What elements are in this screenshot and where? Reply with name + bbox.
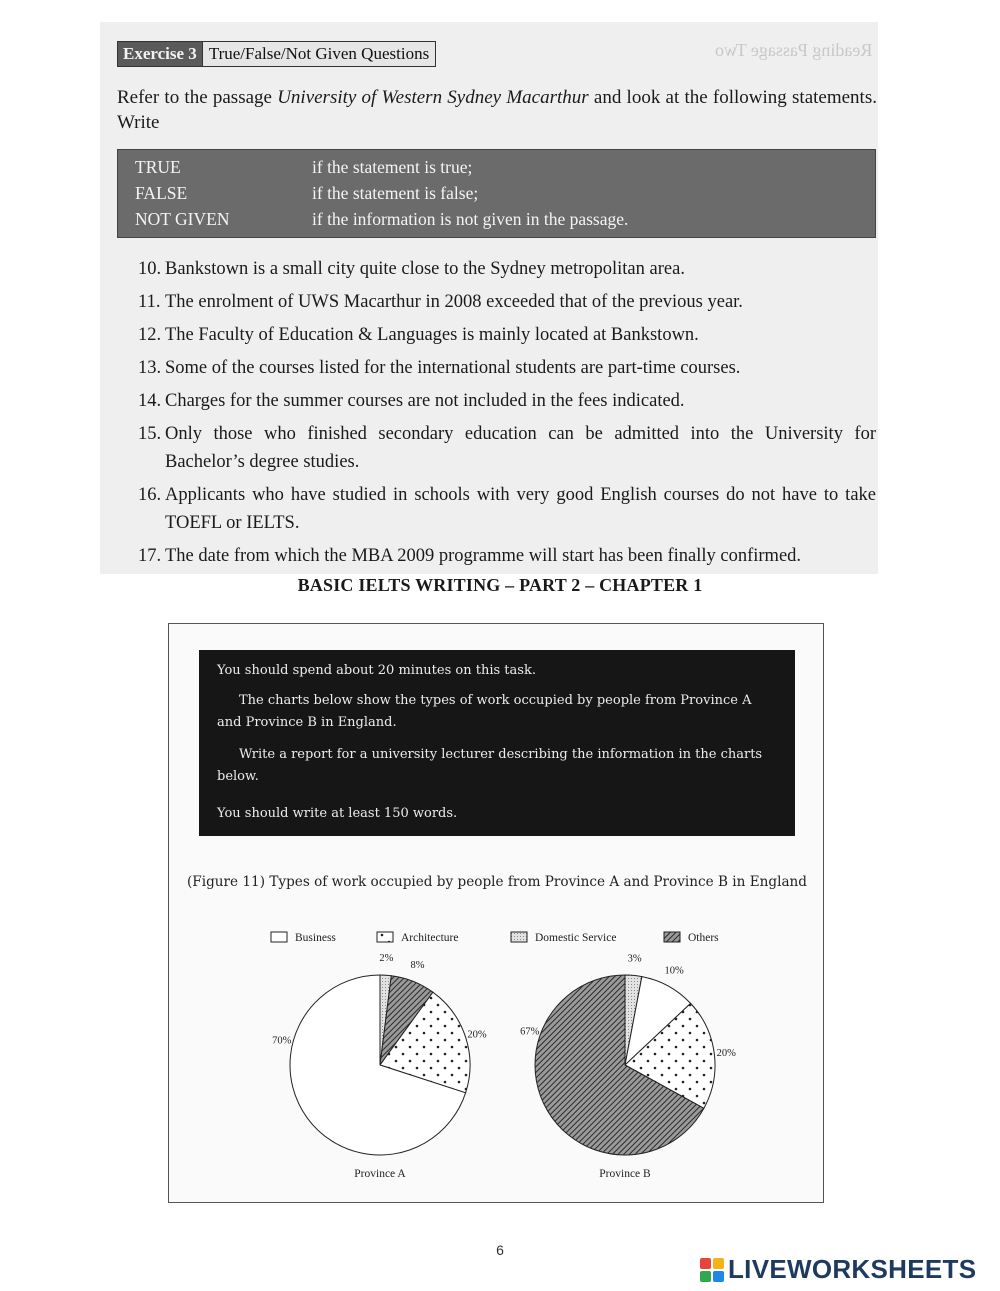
- task-description: The charts below show the types of work occupied by people from Province A and Province B in England.: [217, 693, 752, 730]
- legend-row-not-given: [135, 209, 628, 230]
- pie-label-province-b-domestic-service: 3%: [627, 953, 642, 965]
- intro-suffix: and look at the following statements. Write: [117, 87, 877, 133]
- legend-key: TRUE: [135, 157, 181, 177]
- intro-passage-title: University of Western Sydney Macarthur: [277, 87, 589, 108]
- legend-desc: if the statement is false;: [312, 183, 479, 203]
- legend-row-true: [135, 157, 472, 178]
- exercise-intro: [117, 85, 877, 135]
- legend-label-architecture: Architecture: [401, 932, 459, 944]
- pie-label-province-a-others: 8%: [410, 960, 425, 972]
- statement-item: 14. Charges for the summer courses are not included in the fees indicated.: [138, 391, 685, 411]
- chart-title-province-b: Province B: [599, 1168, 651, 1180]
- liveworksheets-logo: [700, 1254, 976, 1285]
- pie-label-province-b-business: 10%: [664, 965, 684, 977]
- pie-label-province-b-others: 67%: [520, 1026, 540, 1038]
- intro-prefix: Refer to the passage: [117, 87, 278, 108]
- pie-group: [272, 953, 736, 1155]
- legend-swatch-domestic-service: [511, 932, 527, 942]
- legend-key: FALSE: [135, 183, 188, 203]
- pie-charts: [169, 624, 825, 1204]
- legend-swatch-business: [271, 932, 287, 942]
- legend-label-others: Others: [688, 932, 719, 944]
- chart-legend: [271, 932, 719, 944]
- pie-label-province-a-architecture: 20%: [467, 1029, 487, 1041]
- statement-item: 15. Only those who finished secondary education can be admitted into the University for Bachelor’s degree studies.: [138, 424, 876, 472]
- statement-item: 11. The enrolment of UWS Macarthur in 2008 exceeded that of the previous year.: [138, 292, 743, 312]
- exercise-title: True/False/Not Given Questions: [203, 41, 436, 67]
- statement-item: 12. The Faculty of Education & Languages is mainly located at Bankstown.: [138, 325, 699, 345]
- answer-key-box: [117, 149, 876, 238]
- writing-task-frame: [168, 623, 824, 1203]
- exercise-header: [117, 41, 436, 67]
- legend-label-domestic-service: Domestic Service: [535, 932, 617, 944]
- statement-list: [138, 255, 876, 575]
- statement-item: 17. The date from which the MBA 2009 programme will start has been finally confirmed.: [138, 546, 802, 566]
- legend-swatch-others: [664, 932, 680, 942]
- legend-swatch-architecture: [377, 932, 393, 942]
- page-number: 6: [496, 1242, 504, 1258]
- chapter-heading: BASIC IELTS WRITING – PART 2 – CHAPTER 1: [297, 575, 703, 595]
- legend-key: NOT GIVEN: [135, 209, 230, 229]
- legend-row-false: [135, 183, 478, 204]
- legend-label-business: Business: [295, 932, 336, 944]
- legend-desc: if the statement is true;: [312, 157, 473, 177]
- chart-title-province-a: Province A: [354, 1168, 406, 1180]
- brand-name: LIVEWORKSHEETS: [728, 1254, 977, 1284]
- figure-caption: (Figure 11) Types of work occupied by people from Province A and Province B in England: [187, 874, 808, 890]
- legend-desc: if the information is not given in the passage.: [312, 209, 629, 229]
- statement-item: 16. Applicants who have studied in schools with very good English courses do not have to take TOEFL or IELTS.: [138, 485, 876, 533]
- exercise-label: Exercise 3: [117, 41, 203, 67]
- task-word-count: You should write at least 150 words.: [217, 806, 458, 821]
- statement-item: 13. Some of the courses listed for the international students are part-time courses.: [138, 358, 741, 378]
- pie-label-province-a-domestic-service: 2%: [379, 953, 394, 965]
- statement-item: 10. Bankstown is a small city quite close to the Sydney metropolitan area.: [138, 259, 685, 279]
- task-time-line: You should spend about 20 minutes on this task.: [217, 663, 536, 678]
- brand-icon: [700, 1258, 724, 1282]
- task-instruction: Write a report for a university lecturer describing the information in the charts below.: [217, 747, 763, 784]
- pie-label-province-b-architecture: 20%: [716, 1048, 736, 1060]
- mirrored-running-header: Reading Passage Two: [714, 40, 872, 60]
- pie-label-province-a-business: 70%: [272, 1035, 292, 1047]
- exercise-section: [100, 22, 878, 574]
